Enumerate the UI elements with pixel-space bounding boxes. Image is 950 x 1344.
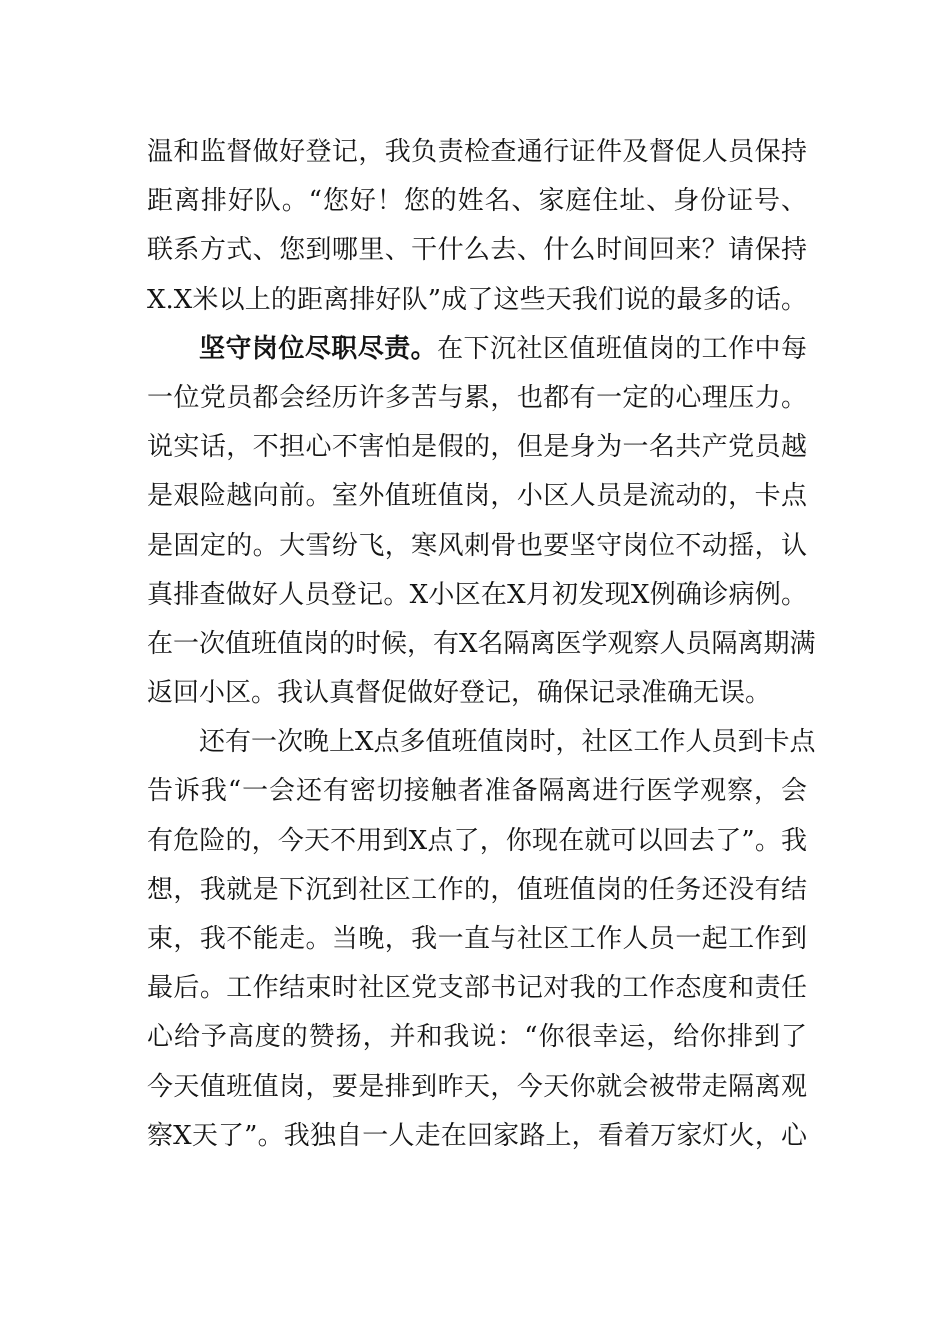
text-line: 一位党员都会经历许多苦与累，也都有一定的心理压力。 [147,382,807,413]
text-line: 联系方式、您到哪里、干什么去、什么时间回来？请保持 [147,235,807,266]
text-run: 在下沉社区值班值岗的工作中每 [437,333,807,364]
text-line: 还有一次晚上X点多值班值岗时，社区工作人员到卡点 [199,727,816,758]
paragraph-1 [147,128,807,325]
text-line: 说实话，不担心不害怕是假的，但是身为一名共产党员越 [147,432,807,463]
text-line: 是固定的。大雪纷飞，寒风刺骨也要坚守岗位不动摇，认 [147,530,807,561]
document-body [147,128,816,1161]
text-line: 心给予高度的赞扬，并和我说：“你很幸运，给你排到了 [147,1022,807,1053]
paragraph-3 [147,718,816,1161]
paragraph-2 [147,325,816,719]
text-line: 察X天了”。我独自一人走在回家路上，看着万家灯火，心 [147,1120,807,1151]
paragraph-heading: 坚守岗位尽职尽责。 [199,333,438,364]
text-line: 真排查做好人员登记。X小区在X月初发现X例确诊病例。 [147,579,807,610]
text-line: 有危险的，今天不用到X点了，你现在就可以回去了”。我 [147,825,807,856]
text-line: 是艰险越向前。室外值班值岗，小区人员是流动的，卡点 [147,481,807,512]
text-line: 距离排好队。“您好！您的姓名、家庭住址、身份证号、 [147,186,807,217]
text-line: 返回小区。我认真督促做好登记，确保记录准确无误。 [147,678,772,709]
text-line: 想，我就是下沉到社区工作的，值班值岗的任务还没有结 [147,874,807,905]
text-line: 在一次值班值岗的时候，有X名隔离医学观察人员隔离期满 [147,628,816,659]
text-line: 告诉我“一会还有密切接触者准备隔离进行医学观察，会 [147,776,807,807]
text-line: 最后。工作结束时社区党支部书记对我的工作态度和责任 [147,973,807,1004]
text-line: 束，我不能走。当晚，我一直与社区工作人员一起工作到 [147,924,807,954]
text-line: 今天值班值岗，要是排到昨天，今天你就会被带走隔离观 [147,1071,807,1102]
text-line: 温和监督做好登记，我负责检查通行证件及督促人员保持 [147,137,807,167]
text-line: X.X米以上的距离排好队”成了这些天我们说的最多的话。 [147,284,807,315]
text-line [147,325,807,374]
